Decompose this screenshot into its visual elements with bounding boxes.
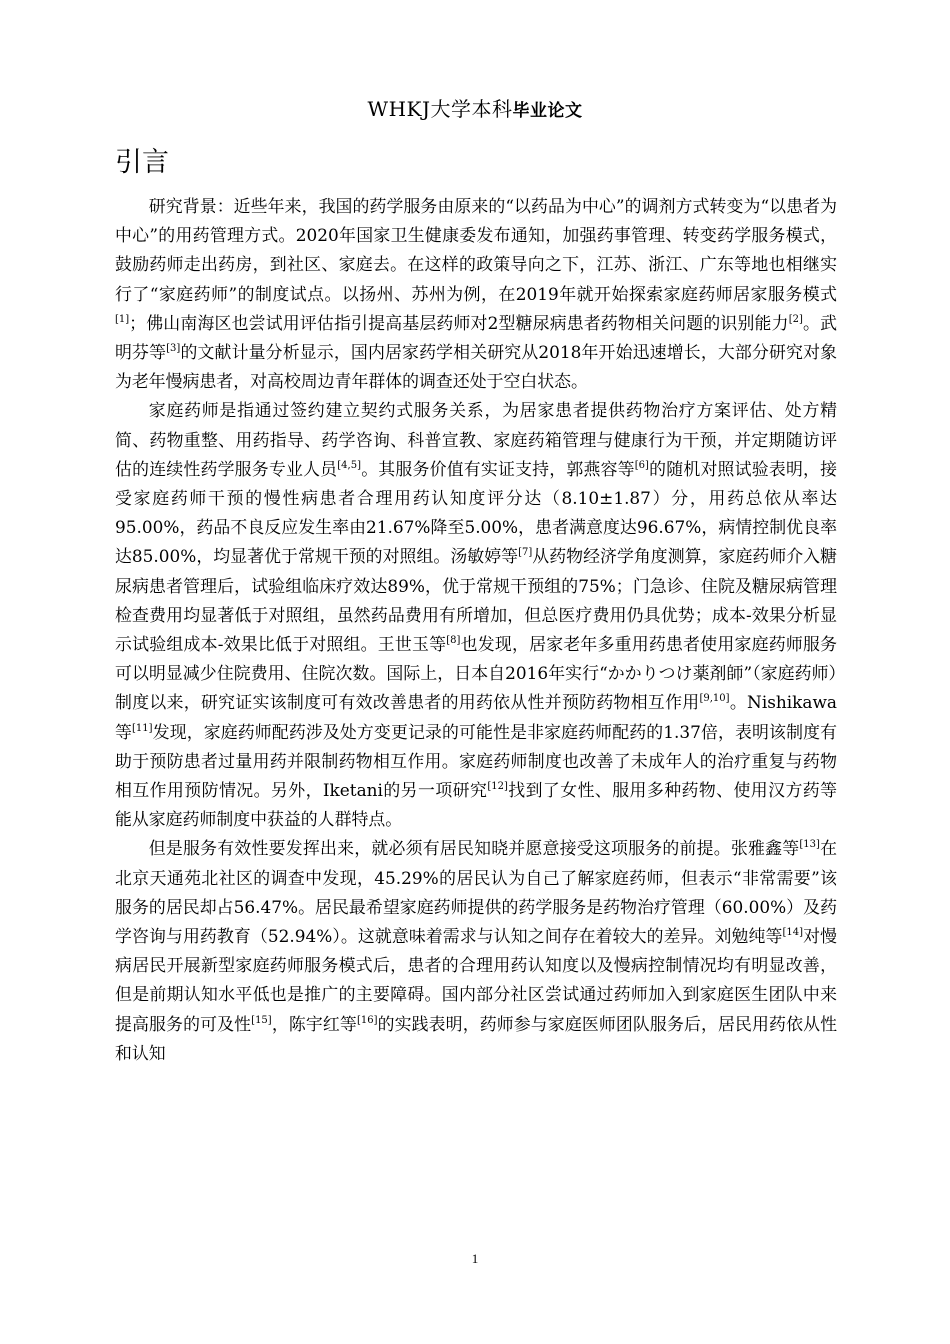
citation-marker: [16] [356,1014,378,1026]
citation-marker: [1] [115,313,130,325]
running-header [368,97,583,121]
text-run: 研究背景：近些年来，我国的药学服务由原来的“以药品为中心”的调剂方式转变为“以患者为中心”的用药管理方式。2020年国家卫生健康委发布通知，加强药事管理、转变药学服务模式，鼓励药师走出药房，到社区、家庭去。在这样的政策导向之下，江苏、浙江、广东等地也相继实行了“家庭药师”的制度试点。以扬州、苏州为例，在2019年就开始探索家庭药师居家服务模式 [115,196,837,304]
text-run: 家庭药师是指通过签约建立契约式服务关系，为居家患者提供药物治疗方案评估、处方精简、药物重整、用药指导、药学咨询、科普宣教、家庭药箱管理与健康行为干预，并定期随访评估的连续性药学服务专业人员 [115,400,837,479]
text-run: 在北京天通苑北社区的调查中发现，45.29%的居民认为自己了解家庭药师，但表示“非常需要”该服务的居民却占56.47%。居民最希望家庭药师提供的药学服务是药物治疗管理（60.00%）及药学咨询与用药教育（52.94%）。这就意味着需求与认知之间存在着较大的差异。刘勉纯等 [115,838,838,947]
text-run: ；佛山南海区也尝试用评估指引提高基层药师对2型糖尿病患者药物相关问题的识别能力 [129,312,789,333]
citation-marker: [11] [132,722,153,734]
text-run: 对慢病居民开展新型家庭药师服务模式后，患者的合理用药认知度以及慢病控制情况均有明显改善，但是前期认知水平低也是推广的主要障碍。国内部分社区尝试通过药师加入到家庭医生团队中来提高服务的可及性 [115,926,838,1034]
text-run: 也发现，居家老年多重用药患者使用家庭药师服务可以明显减少住院费用、住院次数。国际上，日本自2016年实行“かかりつけ薬剤師”（家庭药师）制度以来，研究证实该制度可有效改善患者的用药依从性并预防药物相互作用 [115,634,837,713]
text-run: ，陈宇红等 [271,1013,357,1034]
body-paragraph [115,192,837,396]
citation-marker: [7] [518,547,533,559]
text-run: 的实践表明，药师参与家庭医师团队服务后，居民用药依从性和认知 [115,1013,838,1063]
running-header-container [0,93,950,122]
body-text [115,192,837,1068]
citation-marker: [2] [788,313,803,325]
citation-marker: [15] [251,1014,272,1026]
citation-marker: [9,10] [699,693,730,705]
body-paragraph [115,834,837,1068]
section-title: 引言 [115,147,169,178]
citation-marker: [6] [634,459,649,471]
page-number: 1 [471,1251,479,1266]
citation-marker: [12] [487,781,508,793]
running-header-bold: 毕业论文 [512,101,583,121]
citation-marker: [8] [446,635,461,647]
citation-marker: [13] [799,839,820,851]
text-run: 找到了女性、服用多种药物、使用汉方药等能从家庭药师制度中获益的人群特点。 [115,780,837,830]
text-run: 从药物经济学角度测算，家庭药师介入糖尿病患者管理后，试验组临床疗效达89%，优于常规干预组的75%；门急诊、住院及糖尿病管理检查费用均显著低于对照组，虽然药品费用有所增加，但总医疗费用仍具优势；成本-效果分析显示试验组成本-效果比低于对照组。王世玉等 [115,546,838,655]
citation-marker: [14] [782,927,804,939]
body-paragraph [115,396,837,834]
text-run: 发现，家庭药师配药涉及处方变更记录的可能性是非家庭药师配药的1.37倍，表明该制度有助于预防患者过量用药并限制药物相互作用。家庭药师制度也改善了未成年人的治疗重复与药物相互作用预防情况。另外，Iketani的另一项研究 [115,721,838,801]
citation-marker: [3] [166,343,181,355]
citation-marker: [4,5] [337,459,361,471]
text-run: 。武明芬等 [115,312,837,363]
text-run: 但是服务有效性要发挥出来，就必须有居民知晓并愿意接受这项服务的前提。张雅鑫等 [148,838,800,859]
text-run: 的随机对照试验表明，接受家庭药师干预的慢性病患者合理用药认知度评分达（8.10±1.87）分，用药总依从率达95.00%，药品不良反应发生率由21.67%降至5.00%，患者满意度达96.67%，病情控制优良率达85.00%，均显著优于常规干预的对照组。汤敏婷等 [115,458,838,567]
text-run: 的文献计量分析显示，国内居家药学相关研究从2018年开始迅速增长，大部分研究对象为老年慢病患者，对高校周边青年群体的调查还处于空白状态。 [115,342,838,392]
text-run: 。其服务价值有实证支持，郭燕容等 [361,458,635,479]
running-header-prefix: WHKJ大学本科 [367,97,513,121]
text-run: 。Nishikawa等 [115,692,837,742]
